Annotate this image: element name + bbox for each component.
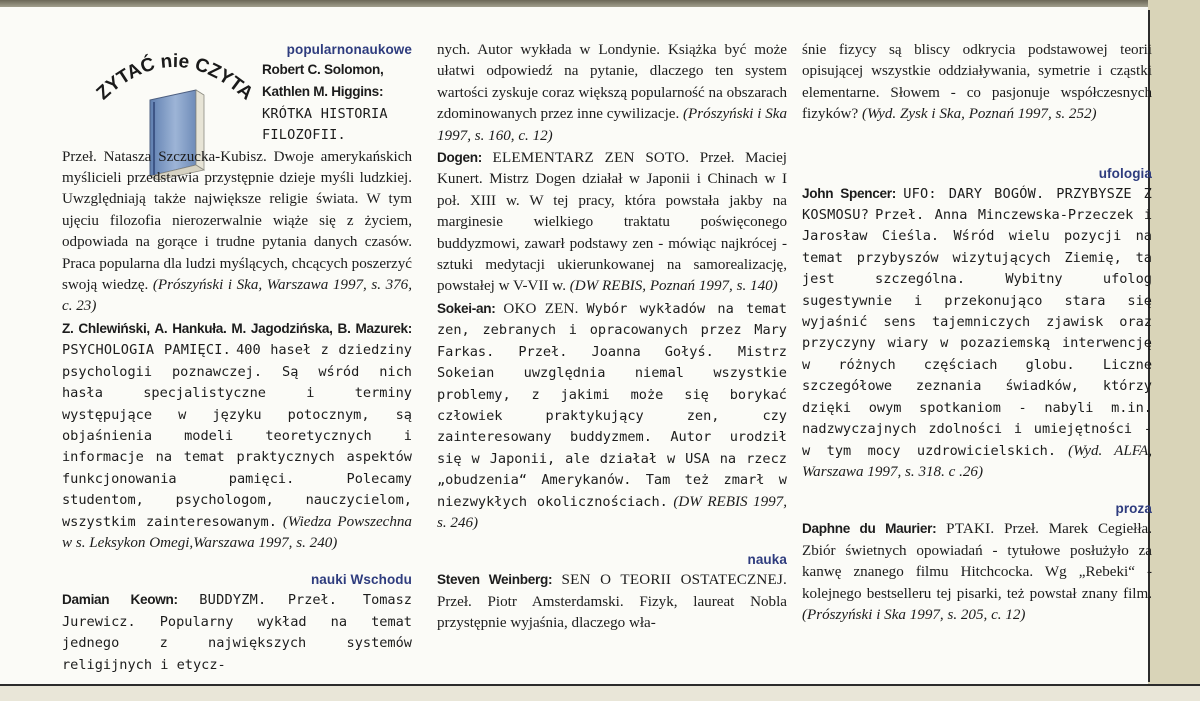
entry-publisher: (Wyd. Zysk i Ska, Poznań 1997, s. 252) xyxy=(861,106,1097,123)
entry-publisher: (Prószyński i Ska 1997, s. 160, c. 12) xyxy=(437,106,787,144)
column-1 xyxy=(62,40,412,676)
column-3 xyxy=(802,40,1152,626)
entry-author: Sokei-an: xyxy=(437,300,496,316)
book-entry xyxy=(62,59,412,318)
book-entry xyxy=(802,183,1152,484)
entry-author: Dogen: xyxy=(437,150,483,166)
entry-body: śnie fizycy są bliscy odkrycia podstawowej teorii opisującej wszystkie oddziaływania, symetrie i cząstki elementarne. Słowem - co pasjonuje współczesnych fizyków? xyxy=(802,42,1152,123)
book-entry xyxy=(802,40,1152,126)
entry-title: OKO ZEN. xyxy=(503,300,579,317)
book-entry xyxy=(802,518,1152,626)
entry-title: KRÓTKA HISTORIA FILOZOFII. xyxy=(262,105,388,144)
entry-title: BUDDYZM. xyxy=(199,592,267,609)
category-label: proza xyxy=(1115,501,1152,517)
entry-publisher: (DW REBIS, Poznań 1997, s. 140) xyxy=(569,278,778,295)
entry-title: ELEMENTARZ ZEN SOTO. xyxy=(492,150,690,167)
right-margin-strip xyxy=(1148,0,1200,701)
column-2 xyxy=(437,40,787,635)
entry-body: Przeł. Tomasz Jurewicz. Popularny wykład na temat jednego z największych systemów religijnych i etycz- xyxy=(62,592,412,673)
entry-body: nych. Autor wykłada w Londynie. Książka być może ułatwi odpowiedź na pytanie, dlaczego ten system wartości zyskuje coraz większą popularność na obszarach zdominowanych przez inne cywilizacje. xyxy=(437,42,787,123)
entry-publisher: (Wyd. ALFA, Warszawa 1997, s. 318. c .26) xyxy=(802,442,1152,480)
entry-body: Przeł. Anna Minczewska-Przeczek i Jarosław Cieśla. Wśród wielu pozycji na temat przybyszów wizytujących Ziemię, ta jest szczególna. Wybitny ufolog sugestywnie i przekonująco stara się wyjaśnić sens tajemniczych zjawisk oraz przyczyny wiary w pozaziemską interwencję w różnych częściach globu. Liczne szczegółowe zeznania świadków, którzy dzięki owym spotkaniom - nabyli m.in. nadzwyczajnych zdolności i umiejętności - w tym mocy uzdrowicielskich. xyxy=(802,207,1152,459)
entry-title: UFO: DARY BOGÓW. PRZYBYSZE Z KOSMOSU? xyxy=(802,185,1152,224)
entry-publisher: (DW REBIS 1997, s. 246) xyxy=(437,493,787,531)
book-entry xyxy=(437,40,787,147)
category-label: nauka xyxy=(747,552,787,568)
top-border xyxy=(0,0,1200,7)
book-entry xyxy=(437,569,787,634)
entry-author: John Spencer: xyxy=(802,185,897,201)
entry-author: Robert C. Solomon, Kathlen M. Higgins: xyxy=(262,62,384,100)
entry-publisher: (Wiedza Powszechna w s. Leksykon Omegi,Warszawa 1997, s. 240) xyxy=(62,513,412,551)
entry-body: Wybór wykładów na temat zen, zebranych i opracowanych przez Mary Farkas. Przeł. Joanna Gołyś. Mistrz Sokeian uwzględnia niemal wszystkie problemy, z jakimi może się borykać człowiek praktykujący zen, czy zainteresowany buddyzmem. Autor urodził się w Japonii, ale działał w USA na rzecz „obudzenia“ Amerykanów. Tam też zmarł w niezwykłych okolicznościach. xyxy=(437,300,787,510)
entry-publisher: (Prószyński i Ska, Warszawa 1997, s. 376, c. 23) xyxy=(62,277,413,315)
entry-author: Steven Weinberg: xyxy=(437,572,553,588)
entry-author: Z. Chlewiński, A. Hankuła. M. Jagodzińska, B. Mazurek: xyxy=(62,320,412,336)
entry-body: Przeł. Marek Cegiełła. Zbiór świetnych opowiadań - tytułowe posłużyło za kanwę znanego filmu Hitchcocka. Wg „Rebeki“ - kolejnego bestselleru tej pisarki, też powstał znany film. xyxy=(802,521,1153,602)
bottom-border xyxy=(0,684,1200,701)
entry-title: SEN O TEORII OSTATECZNEJ. xyxy=(561,572,787,589)
entry-body: 400 haseł z dziedziny psychologii poznawczej. Są wśród nich hasła specjalistyczne i terminy występujące w języku potocznym, są objaśnienia modeli teoretycznych i informacje na temat praktycznych aspektów funkcjonowania pamięci. Polecamy studentom, psychologom, nauczycielom, wszystkim zainteresowanym. xyxy=(62,342,412,530)
category-label: ufologia xyxy=(1098,165,1152,181)
entry-author: Damian Keown: xyxy=(62,592,178,608)
category-label: popularnonaukowe xyxy=(286,42,412,57)
book-entry xyxy=(437,298,787,534)
entry-title: PSYCHOLOGIA PAMIĘCI. xyxy=(62,342,232,359)
entry-title: PTAKI. xyxy=(946,521,995,538)
book-entry xyxy=(62,589,412,676)
book-entry xyxy=(437,147,787,298)
entry-author: Daphne du Maurier: xyxy=(802,521,937,537)
book-entry xyxy=(62,318,412,554)
entry-publisher: (Prószyński i Ska 1997, s. 205, c. 12) xyxy=(802,606,1026,623)
entry-body: Przeł. Piotr Amsterdamski. Fizyk, laureat Nobla przystępnie wyjaśnia, dlaczego wła- xyxy=(437,593,787,632)
logo-text: ZYTAĆ nie CZYTA xyxy=(92,50,257,105)
entry-body: Przeł. Natasza Szczucka-Kubisz. Dwoje amerykańskich myślicieli przedstawia przystępnie dzieje myśli ludzkiej. Uwzględniają także największe religie świata. W tym ujęciu filozofia nierozerwalnie wiąże się z życiem, odpowiada na gorące i trudne pytania danych czasów. Praca popularna dla ludzi myślących, chcących poszerzyć swoją wiedzę. xyxy=(62,148,412,294)
category-label: nauki Wschodu xyxy=(310,572,412,588)
entry-body: Przeł. Maciej Kunert. Mistrz Dogen działał w Japonii i Chinach w I poł. XIII w. W tej pracy, która powstała jakby na marginesie wielkiego traktatu poświęconego buddyzmowi, zawarł podstawy zen - mówiąc najkrócej - sztuki medytacji ukierunkowanej na samorealizację, powstałej w V-VII w. xyxy=(437,150,787,295)
